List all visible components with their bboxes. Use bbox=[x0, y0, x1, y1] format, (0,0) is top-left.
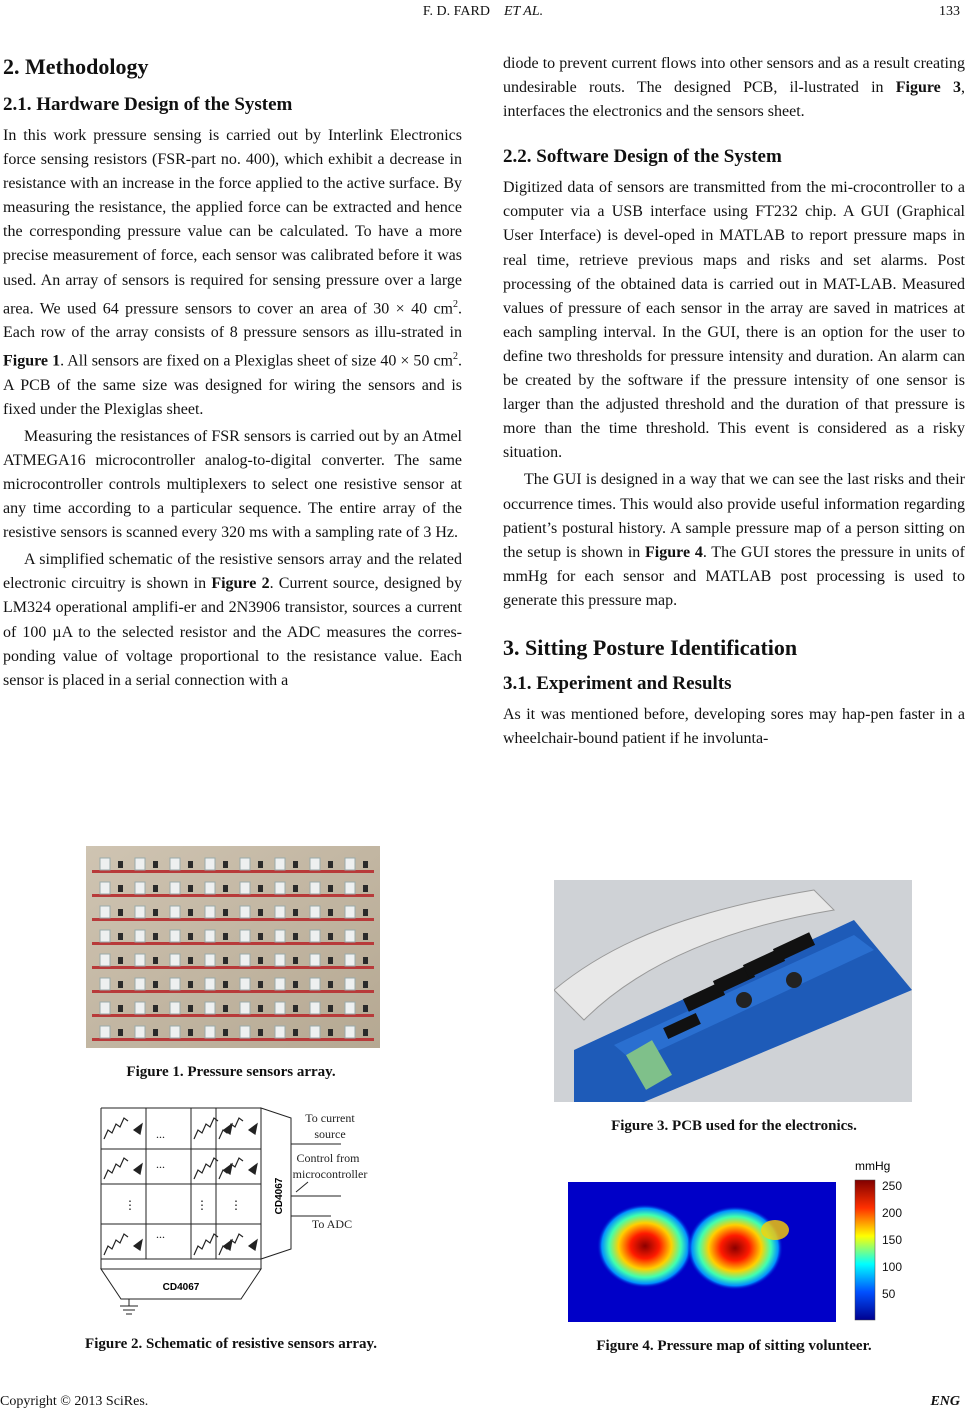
diode bbox=[118, 981, 123, 988]
resistor-symbol bbox=[194, 1234, 218, 1255]
dots-row-2: ... bbox=[156, 1157, 165, 1171]
resistor-symbol bbox=[104, 1234, 128, 1255]
diode bbox=[223, 885, 228, 892]
fsr-sensor bbox=[310, 1002, 320, 1014]
diode bbox=[118, 933, 123, 940]
diode-symbol bbox=[249, 1240, 257, 1250]
diode bbox=[223, 909, 228, 916]
fsr-sensor bbox=[345, 882, 355, 894]
diode bbox=[153, 981, 158, 988]
section-2-1-title: 2.1. Hardware Design of the System bbox=[3, 94, 293, 115]
diode bbox=[328, 885, 333, 892]
diode-symbol bbox=[249, 1164, 257, 1174]
diode-symbol bbox=[134, 1124, 142, 1134]
diode bbox=[118, 957, 123, 964]
section-2-2-title: 2.2. Software Design of the System bbox=[503, 146, 782, 168]
fsr-sensor bbox=[205, 954, 215, 966]
colorbar-tick: 250 bbox=[882, 1179, 903, 1193]
diode bbox=[293, 933, 298, 940]
diode bbox=[188, 1029, 193, 1036]
fsr-sensor bbox=[240, 930, 250, 942]
figure-2-caption: Figure 2. Schematic of resistive sensors array. bbox=[85, 1336, 377, 1352]
diode bbox=[188, 981, 193, 988]
diode bbox=[363, 1005, 368, 1012]
sensor-row-strip bbox=[92, 918, 374, 921]
diode bbox=[258, 981, 263, 988]
fsr-sensor bbox=[100, 858, 110, 870]
diode bbox=[223, 1029, 228, 1036]
figure-4-pressure-map bbox=[560, 1158, 916, 1330]
sensor-array-image bbox=[86, 846, 380, 1048]
fsr-sensor bbox=[205, 978, 215, 990]
diode bbox=[328, 933, 333, 940]
figure-4-caption: Figure 4. Pressure map of sitting volunteer. bbox=[596, 1338, 872, 1354]
fsr-sensor bbox=[135, 1026, 145, 1038]
diode bbox=[188, 861, 193, 868]
colorbar-unit: mmHg bbox=[855, 1159, 891, 1173]
fsr-sensor bbox=[100, 1026, 110, 1038]
paragraph-2-1-d: diode to prevent current flows into other sensors and as a result creating undesirable routs. The designed PCB, il-lustrated in Figure 3, interfaces the electronics and the sensors sheet. bbox=[503, 55, 965, 121]
sensor-row-strip bbox=[92, 942, 374, 945]
diode bbox=[363, 861, 368, 868]
resistor-symbol bbox=[104, 1118, 128, 1139]
fsr-sensor bbox=[135, 858, 145, 870]
diode bbox=[153, 933, 158, 940]
fsr-sensor bbox=[310, 906, 320, 918]
fsr-sensor bbox=[135, 882, 145, 894]
label-to-adc: To ADC bbox=[311, 1217, 353, 1231]
fsr-sensor bbox=[240, 1026, 250, 1038]
diode bbox=[153, 1029, 158, 1036]
diode bbox=[188, 885, 193, 892]
diode bbox=[118, 909, 123, 916]
sensor-row-strip bbox=[92, 894, 374, 897]
diode bbox=[258, 909, 263, 916]
sensor-row-strip bbox=[92, 990, 374, 993]
fsr-sensor bbox=[345, 978, 355, 990]
paragraph-2-2-a: Digitized data of sensors are transmitted from the mi-crocontroller to a computer via a USB interface using FT232 chip. A GUI (Graphical User Interface) is devel-oped in MATLAB to report pressure maps in real time, retrieve previous maps and risks and set alarms. Post processing of the obtained data is carried out in MAT-LAB. Measured values of pressure of each sensor in the array are saved in matrices at each sampling interval. In the GUI, there is an option for the user to define two thresholds for pressure intensity and duration. An alarm can be created by the software if the pressure intensity of one sensor is larger than the adjusted threshold and the duration of that pressure is more than the time threshold. This event is considered as a risky situation. bbox=[503, 179, 965, 462]
running-head bbox=[0, 4, 966, 20]
diode bbox=[363, 885, 368, 892]
diode-symbol bbox=[134, 1240, 142, 1250]
fsr-sensor bbox=[345, 954, 355, 966]
diode bbox=[328, 1005, 333, 1012]
diode bbox=[293, 957, 298, 964]
colorbar-tick: 150 bbox=[882, 1233, 903, 1247]
diode-symbol bbox=[249, 1124, 257, 1134]
diode bbox=[328, 861, 333, 868]
diode bbox=[153, 885, 158, 892]
fsr-sensor bbox=[100, 906, 110, 918]
fsr-sensor bbox=[135, 1002, 145, 1014]
diode bbox=[363, 1029, 368, 1036]
fsr-sensor bbox=[135, 978, 145, 990]
dots-col-1: ⋮ bbox=[124, 1198, 136, 1212]
fsr-sensor bbox=[275, 978, 285, 990]
fsr-sensor bbox=[275, 882, 285, 894]
diode bbox=[258, 933, 263, 940]
fsr-sensor bbox=[205, 1002, 215, 1014]
fsr-sensor bbox=[240, 906, 250, 918]
fsr-sensor bbox=[205, 1026, 215, 1038]
running-head-etal: ET AL. bbox=[503, 4, 544, 19]
fsr-sensor bbox=[310, 858, 320, 870]
pressure-blob-right bbox=[687, 1206, 783, 1290]
right-column bbox=[503, 52, 965, 751]
fsr-sensor bbox=[275, 930, 285, 942]
paragraph-2-1-c: A simplified schematic of the resistive sensors array and the related electronic circuitry is shown in Figure 2. Current source, designed by LM324 operational amplifi-er and 2N3906 transistor, sources a current of 100 µA to the selected resistor and the ADC measures the corres-ponding value of voltage proportional to the resistance value. Each sensor is placed in a serial connection with a bbox=[3, 551, 462, 689]
fsr-sensor bbox=[135, 906, 145, 918]
fsr-sensor bbox=[170, 858, 180, 870]
fsr-sensor bbox=[240, 882, 250, 894]
fsr-sensor bbox=[170, 1026, 180, 1038]
diode bbox=[223, 957, 228, 964]
diode bbox=[293, 861, 298, 868]
paragraph-3-1-a: As it was mentioned before, developing sores may hap-pen faster in a wheelchair-bound patient if he involunta- bbox=[503, 705, 965, 748]
fsr-sensor bbox=[205, 882, 215, 894]
diode bbox=[118, 885, 123, 892]
diode bbox=[328, 957, 333, 964]
resistor-symbol bbox=[104, 1158, 128, 1179]
fsr-sensor bbox=[170, 930, 180, 942]
fsr-sensor bbox=[205, 906, 215, 918]
dots-col-3: ⋮ bbox=[196, 1198, 208, 1212]
figure-1-caption: Figure 1. Pressure sensors array. bbox=[126, 1064, 336, 1080]
diode bbox=[223, 933, 228, 940]
label-microcontroller: microcontroller bbox=[292, 1167, 368, 1181]
diode bbox=[223, 981, 228, 988]
paragraph-2-1-a: In this work pressure sensing is carried out by Interlink Electronics force sensing resistors (FSR-part no. 400), which exhibit a decrease in resistance with an increase in the force applied to the active surface. By measuring the resistance, the applied force can be extracted and hence the corresponding pressure value can be calculated. To have a more precise measurement of force, each sensor was calibrated before it was used. An array of sensors is required for sensing pressure over a large area. We used 64 pressure sensors to cover an area of 30 × 40 $cm^2$. Each row of the array consists of 8 pressure sensors as illu-strated in Figure 1. All sensors are fixed on a Plexiglas sheet of size 40 × 50 $cm^2$. A PCB of the same size was designed for wiring the sensors and is fixed under the Plexiglas sheet. bbox=[3, 127, 462, 418]
label-source: source bbox=[314, 1127, 346, 1141]
figure-1-photo bbox=[86, 846, 380, 1048]
sensor-row-strip bbox=[92, 1038, 374, 1041]
fsr-sensor bbox=[345, 1002, 355, 1014]
diode bbox=[118, 1005, 123, 1012]
diode bbox=[363, 981, 368, 988]
diode bbox=[293, 909, 298, 916]
journal-abbrev: ENG bbox=[930, 1394, 960, 1409]
page-number: 133 bbox=[939, 4, 960, 19]
fsr-sensor bbox=[275, 858, 285, 870]
paragraph-2-2-b: The GUI is designed in a way that we can see the last risks and their occurrence times. This would also provide useful information regarding patient’s postural history. A sample pressure map of a person sitting on the setup is shown in Figure 4. The GUI stores the pressure in units of mmHg for each sensor and MATLAB post processing is used to generate this pressure map. bbox=[503, 471, 966, 609]
sensor-row-strip bbox=[92, 1014, 374, 1017]
diode bbox=[328, 909, 333, 916]
figure-3-photo bbox=[554, 880, 912, 1102]
colorbar-tick: 50 bbox=[882, 1287, 896, 1301]
diode bbox=[258, 1029, 263, 1036]
label-control-from: Control from bbox=[296, 1151, 360, 1165]
fsr-sensor bbox=[100, 930, 110, 942]
diode bbox=[223, 1005, 228, 1012]
diode bbox=[258, 1005, 263, 1012]
fsr-sensor bbox=[205, 930, 215, 942]
diode bbox=[153, 861, 158, 868]
fsr-sensor bbox=[345, 1026, 355, 1038]
colorbar-tick: 100 bbox=[882, 1260, 903, 1274]
fsr-sensor bbox=[170, 1002, 180, 1014]
fsr-sensor bbox=[275, 1026, 285, 1038]
diode-symbol bbox=[134, 1164, 142, 1174]
fsr-sensor bbox=[170, 882, 180, 894]
diode bbox=[293, 885, 298, 892]
diode bbox=[188, 1005, 193, 1012]
resistor-symbol bbox=[194, 1118, 218, 1139]
figure-3-caption: Figure 3. PCB used for the electronics. bbox=[611, 1118, 857, 1134]
fsr-sensor bbox=[310, 882, 320, 894]
fsr-sensor bbox=[310, 930, 320, 942]
paragraph-2-1-b: Measuring the resistances of FSR sensors is carried out by an Atmel ATMEGA16 microcontroller analog-to-digital converter. The same microcontroller controls multiplexers to select one resistive sensor at any time according to a particular sequence. The entire array of the resistive sensors is scanned every 320 ms with a sampling rate of 3 Hz. bbox=[3, 427, 462, 542]
fsr-sensor bbox=[275, 954, 285, 966]
fsr-sensor bbox=[170, 906, 180, 918]
fsr-sensor bbox=[100, 978, 110, 990]
diode bbox=[258, 861, 263, 868]
diode bbox=[188, 957, 193, 964]
diode bbox=[363, 933, 368, 940]
fsr-sensor bbox=[240, 954, 250, 966]
dots-col-4: ⋮ bbox=[230, 1198, 242, 1212]
copyright-text: Copyright © 2013 SciRes. bbox=[0, 1394, 149, 1409]
diode bbox=[118, 861, 123, 868]
fsr-sensor bbox=[275, 1002, 285, 1014]
fsr-sensor bbox=[100, 882, 110, 894]
diode bbox=[118, 1029, 123, 1036]
mux-bottom-label: CD4067 bbox=[162, 1282, 200, 1293]
fsr-sensor bbox=[275, 906, 285, 918]
fsr-sensor bbox=[240, 978, 250, 990]
fsr-sensor bbox=[240, 1002, 250, 1014]
pressure-blob-left bbox=[597, 1204, 693, 1288]
running-head-authors: F. D. FARD bbox=[422, 4, 490, 19]
fsr-sensor bbox=[310, 954, 320, 966]
fsr-sensor bbox=[310, 1026, 320, 1038]
fsr-sensor bbox=[100, 1002, 110, 1014]
dots-row-4: ... bbox=[156, 1227, 165, 1241]
diode bbox=[153, 1005, 158, 1012]
fsr-sensor bbox=[345, 858, 355, 870]
fsr-sensor bbox=[170, 978, 180, 990]
diode bbox=[188, 909, 193, 916]
section-2-title: 2. Methodology bbox=[3, 54, 149, 79]
diode bbox=[293, 1029, 298, 1036]
section-3-1-title: 3.1. Experiment and Results bbox=[503, 672, 732, 694]
pcb-image bbox=[554, 880, 912, 1102]
diode bbox=[223, 861, 228, 868]
fsr-sensor bbox=[345, 906, 355, 918]
diode bbox=[153, 957, 158, 964]
fsr-sensor bbox=[240, 858, 250, 870]
diode bbox=[363, 957, 368, 964]
sensor-row-strip bbox=[92, 870, 374, 873]
sensor-row-strip bbox=[92, 966, 374, 969]
section-3-title: 3. Sitting Posture Identification bbox=[503, 634, 798, 660]
diode bbox=[188, 933, 193, 940]
dots-row-1: ... bbox=[156, 1127, 165, 1141]
fsr-sensor bbox=[100, 954, 110, 966]
diode bbox=[363, 909, 368, 916]
colorbar-tick: 200 bbox=[882, 1206, 903, 1220]
diode bbox=[153, 909, 158, 916]
left-column bbox=[3, 48, 462, 693]
figure-2-schematic bbox=[96, 1104, 386, 1320]
diode bbox=[293, 981, 298, 988]
fsr-sensor bbox=[170, 954, 180, 966]
fsr-sensor bbox=[345, 930, 355, 942]
fsr-sensor bbox=[310, 978, 320, 990]
diode bbox=[293, 1005, 298, 1012]
diode bbox=[328, 1029, 333, 1036]
diode bbox=[328, 981, 333, 988]
diode bbox=[258, 957, 263, 964]
diode bbox=[258, 885, 263, 892]
fsr-sensor bbox=[205, 858, 215, 870]
colorbar bbox=[855, 1180, 875, 1320]
label-to-current: To current bbox=[305, 1111, 355, 1125]
mux-right-label: CD4067 bbox=[274, 1177, 285, 1215]
resistor-symbol bbox=[194, 1158, 218, 1179]
fsr-sensor bbox=[135, 930, 145, 942]
fsr-sensor bbox=[135, 954, 145, 966]
